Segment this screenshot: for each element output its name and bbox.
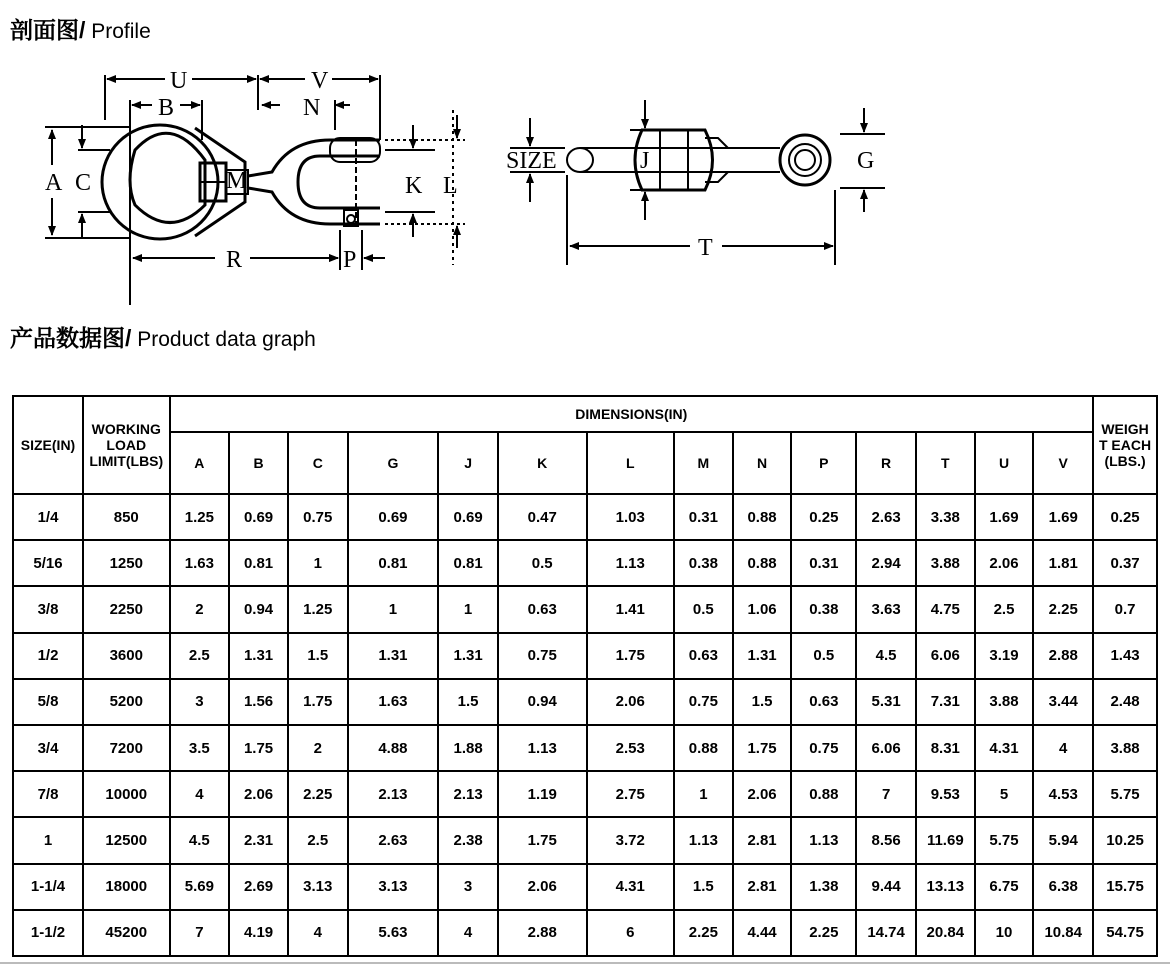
table-cell: 0.88 [733,494,792,540]
table-cell: 2.5 [170,633,230,679]
table-cell: 20.84 [916,910,975,956]
table-row [13,771,1157,817]
jaw [248,140,380,224]
table-cell: 3.72 [587,817,675,863]
table-cell: 4.31 [975,725,1034,771]
table-cell: 2.5 [288,817,348,863]
table-cell: 3.38 [916,494,975,540]
table-cell: 0.5 [498,540,587,586]
table-cell: 5.94 [1033,817,1093,863]
table-row [13,725,1157,771]
table-cell: 4 [288,910,348,956]
table-cell: 7/8 [13,771,83,817]
table-cell: 18000 [83,864,169,910]
table-cell: 1.13 [791,817,856,863]
table-cell: 0.63 [791,679,856,725]
table-cell: 1.31 [348,633,439,679]
table-cell: 0.81 [229,540,288,586]
table-cell: 1.81 [1033,540,1093,586]
table-cell: 5200 [83,679,169,725]
table-cell: 1.63 [348,679,439,725]
size-header: SIZE(IN) [13,396,83,494]
table-cell: 3.63 [856,586,916,632]
table-cell: 4.88 [348,725,439,771]
table-cell: 1.41 [587,586,675,632]
table-cell: 6.06 [916,633,975,679]
table-cell: 0.25 [791,494,856,540]
table-cell: 2.25 [674,910,733,956]
table-cell: 2.06 [975,540,1034,586]
table-cell: 6.06 [856,725,916,771]
table-cell: 0.81 [438,540,498,586]
table-cell: 0.69 [438,494,498,540]
table-cell: 4 [170,771,230,817]
table-cell: 2.06 [229,771,288,817]
table-cell: 1.5 [674,864,733,910]
label-M: M [226,168,248,194]
table-cell: 1.75 [733,725,792,771]
table-cell: 1.25 [288,586,348,632]
table-cell: 4.5 [856,633,916,679]
dim-col-header: J [438,432,498,494]
label-G: G [857,148,875,174]
table-cell: 0.63 [498,586,587,632]
table-cell: 1.69 [1033,494,1093,540]
spec-table [12,395,1158,957]
table-cell: 3/4 [13,725,83,771]
table-cell: 1250 [83,540,169,586]
table-cell: 2.38 [438,817,498,863]
table-cell: 2.06 [498,864,587,910]
table-cell: 3.88 [916,540,975,586]
table-cell: 3.19 [975,633,1034,679]
dim-col-header: L [587,432,675,494]
table-cell: 10.84 [1033,910,1093,956]
table-cell: 1 [438,586,498,632]
dim-col-header: M [674,432,733,494]
table-cell: 6.75 [975,864,1034,910]
table-cell: 0.69 [229,494,288,540]
table-cell: 0.31 [674,494,733,540]
table-cell: 2.63 [348,817,439,863]
table-cell: 2.06 [587,679,675,725]
table-cell: 8.56 [856,817,916,863]
bolt-end [567,148,593,172]
table-cell: 0.25 [1093,494,1157,540]
table-cell: 2.25 [791,910,856,956]
label-K: K [405,173,423,199]
dim-col-header: T [916,432,975,494]
table-cell: 1 [13,817,83,863]
label-U: U [170,68,188,94]
table-cell: 850 [83,494,169,540]
table-cell: 1.19 [498,771,587,817]
table-cell: 6 [587,910,675,956]
table-cell: 5.75 [975,817,1034,863]
table-cell: 0.5 [674,586,733,632]
table-cell: 1.75 [229,725,288,771]
table-cell: 0.75 [791,725,856,771]
dim-col-header: A [170,432,230,494]
table-cell: 3.88 [1093,725,1157,771]
table-cell: 1.5 [288,633,348,679]
table-cell: 0.75 [498,633,587,679]
table-cell: 0.75 [288,494,348,540]
table-cell: 0.81 [348,540,439,586]
table-cell: 2 [170,586,230,632]
table-cell: 7 [856,771,916,817]
table-cell: 0.47 [498,494,587,540]
table-cell: 0.63 [674,633,733,679]
dim-col-header: K [498,432,587,494]
dim-col-header: R [856,432,916,494]
table-cell: 3.5 [170,725,230,771]
label-SIZE: SIZE [506,148,557,174]
table-cell: 5 [975,771,1034,817]
dimensions-header: DIMENSIONS(IN) [170,396,1094,432]
table-cell: 1.06 [733,586,792,632]
table-cell: 2.69 [229,864,288,910]
table-cell: 2.88 [498,910,587,956]
table-row [13,864,1157,910]
bolt-head-outer [780,135,830,185]
table-cell: 4.31 [587,864,675,910]
dim-col-header: G [348,432,439,494]
table-cell: 3 [438,864,498,910]
table-cell: 2.06 [733,771,792,817]
table-cell: 11.69 [916,817,975,863]
table-row [13,586,1157,632]
table-cell: 0.94 [229,586,288,632]
table-cell: 0.38 [791,586,856,632]
table-cell: 2.94 [856,540,916,586]
table-cell: 2250 [83,586,169,632]
table-cell: 1 [348,586,439,632]
table-cell: 3 [170,679,230,725]
table-row [13,633,1157,679]
table-cell: 5.69 [170,864,230,910]
table-cell: 0.88 [674,725,733,771]
table-cell: 0.88 [733,540,792,586]
table-cell: 1.31 [733,633,792,679]
table-cell: 10.25 [1093,817,1157,863]
table-cell: 1.75 [587,633,675,679]
profile-heading: 剖面图/ Profile [10,17,151,43]
table-cell: 8.31 [916,725,975,771]
table-cell: 0.88 [791,771,856,817]
table-cell: 1.69 [975,494,1034,540]
table-cell: 1-1/4 [13,864,83,910]
table-cell: 13.13 [916,864,975,910]
table-cell: 2.13 [438,771,498,817]
table-cell: 7200 [83,725,169,771]
table-cell: 7.31 [916,679,975,725]
table-cell: 2.31 [229,817,288,863]
table-cell: 45200 [83,910,169,956]
label-B: B [158,95,175,121]
table-cell: 0.31 [791,540,856,586]
table-cell: 4.5 [170,817,230,863]
table-cell: 3.88 [975,679,1034,725]
table-cell: 4 [1033,725,1093,771]
table-cell: 3/8 [13,586,83,632]
table-row [13,540,1157,586]
table-cell: 3.44 [1033,679,1093,725]
label-N: N [303,95,321,121]
label-V: V [311,68,329,94]
dim-col-header: C [288,432,348,494]
table-cell: 2.81 [733,864,792,910]
table-cell: 2.88 [1033,633,1093,679]
table-cell: 1 [288,540,348,586]
table-cell: 4.44 [733,910,792,956]
table-cell: 5.31 [856,679,916,725]
weight-header: WEIGH T EACH (LBS.) [1093,396,1157,494]
table-cell: 1/4 [13,494,83,540]
table-cell: 5/16 [13,540,83,586]
dim-col-header: B [229,432,288,494]
table-cell: 3600 [83,633,169,679]
table-cell: 1.43 [1093,633,1157,679]
table-cell: 2.81 [733,817,792,863]
table-cell: 1.75 [288,679,348,725]
bottom-divider [0,962,1170,964]
table-cell: 4 [438,910,498,956]
table-cell: 1.25 [170,494,230,540]
table-cell: 0.37 [1093,540,1157,586]
table-cell: 1.03 [587,494,675,540]
profile-diagram [0,55,900,310]
table-cell: 14.74 [856,910,916,956]
label-A: A [45,170,63,196]
table-cell: 2.53 [587,725,675,771]
table-cell: 7 [170,910,230,956]
table-cell: 1.88 [438,725,498,771]
load-header: WORKING LOAD LIMIT(LBS) [83,396,169,494]
table-cell: 1.56 [229,679,288,725]
table-cell: 5.75 [1093,771,1157,817]
table-cell: 3.13 [288,864,348,910]
table-cell: 54.75 [1093,910,1157,956]
table-row [13,910,1157,956]
table-cell: 1.31 [438,633,498,679]
label-T: T [698,235,713,261]
table-row [13,494,1157,540]
table-cell: 4.75 [916,586,975,632]
table-cell: 4.53 [1033,771,1093,817]
table-cell: 2.13 [348,771,439,817]
table-cell: 5/8 [13,679,83,725]
table-cell: 9.44 [856,864,916,910]
table-cell: 0.5 [791,633,856,679]
table-cell: 0.38 [674,540,733,586]
table-cell: 0.7 [1093,586,1157,632]
table-row [13,817,1157,863]
label-J: J [640,148,650,174]
data-heading: 产品数据图/ Product data graph [10,325,316,351]
table-cell: 12500 [83,817,169,863]
table-cell: 2.25 [288,771,348,817]
table-cell: 2.48 [1093,679,1157,725]
table-cell: 9.53 [916,771,975,817]
table-cell: 10000 [83,771,169,817]
label-C: C [75,170,92,196]
table-cell: 1 [674,771,733,817]
eye-inner [130,133,205,222]
table-cell: 15.75 [1093,864,1157,910]
label-R: R [226,247,243,273]
table-cell: 10 [975,910,1034,956]
table-cell: 1.13 [674,817,733,863]
table-cell: 4.19 [229,910,288,956]
table-cell: 1.13 [587,540,675,586]
table-cell: 0.94 [498,679,587,725]
table-cell: 5.63 [348,910,439,956]
table-cell: 6.38 [1033,864,1093,910]
table-cell: 1.63 [170,540,230,586]
table-cell: 2.5 [975,586,1034,632]
table-cell: 2 [288,725,348,771]
table-cell: 1.5 [438,679,498,725]
table-cell: 0.75 [674,679,733,725]
table-cell: 2.25 [1033,586,1093,632]
table-cell: 1.13 [498,725,587,771]
table-cell: 2.63 [856,494,916,540]
dim-col-header: N [733,432,792,494]
dim-col-header: U [975,432,1034,494]
dim-col-header: V [1033,432,1093,494]
table-cell: 0.69 [348,494,439,540]
label-L: L [443,173,458,199]
table-cell: 1/2 [13,633,83,679]
table-cell: 1.38 [791,864,856,910]
label-P: P [343,247,357,273]
table-cell: 3.13 [348,864,439,910]
table-cell: 1-1/2 [13,910,83,956]
table-cell: 1.31 [229,633,288,679]
table-cell: 2.75 [587,771,675,817]
table-cell: 1.75 [498,817,587,863]
dim-col-header: P [791,432,856,494]
table-row [13,679,1157,725]
table-cell: 1.5 [733,679,792,725]
